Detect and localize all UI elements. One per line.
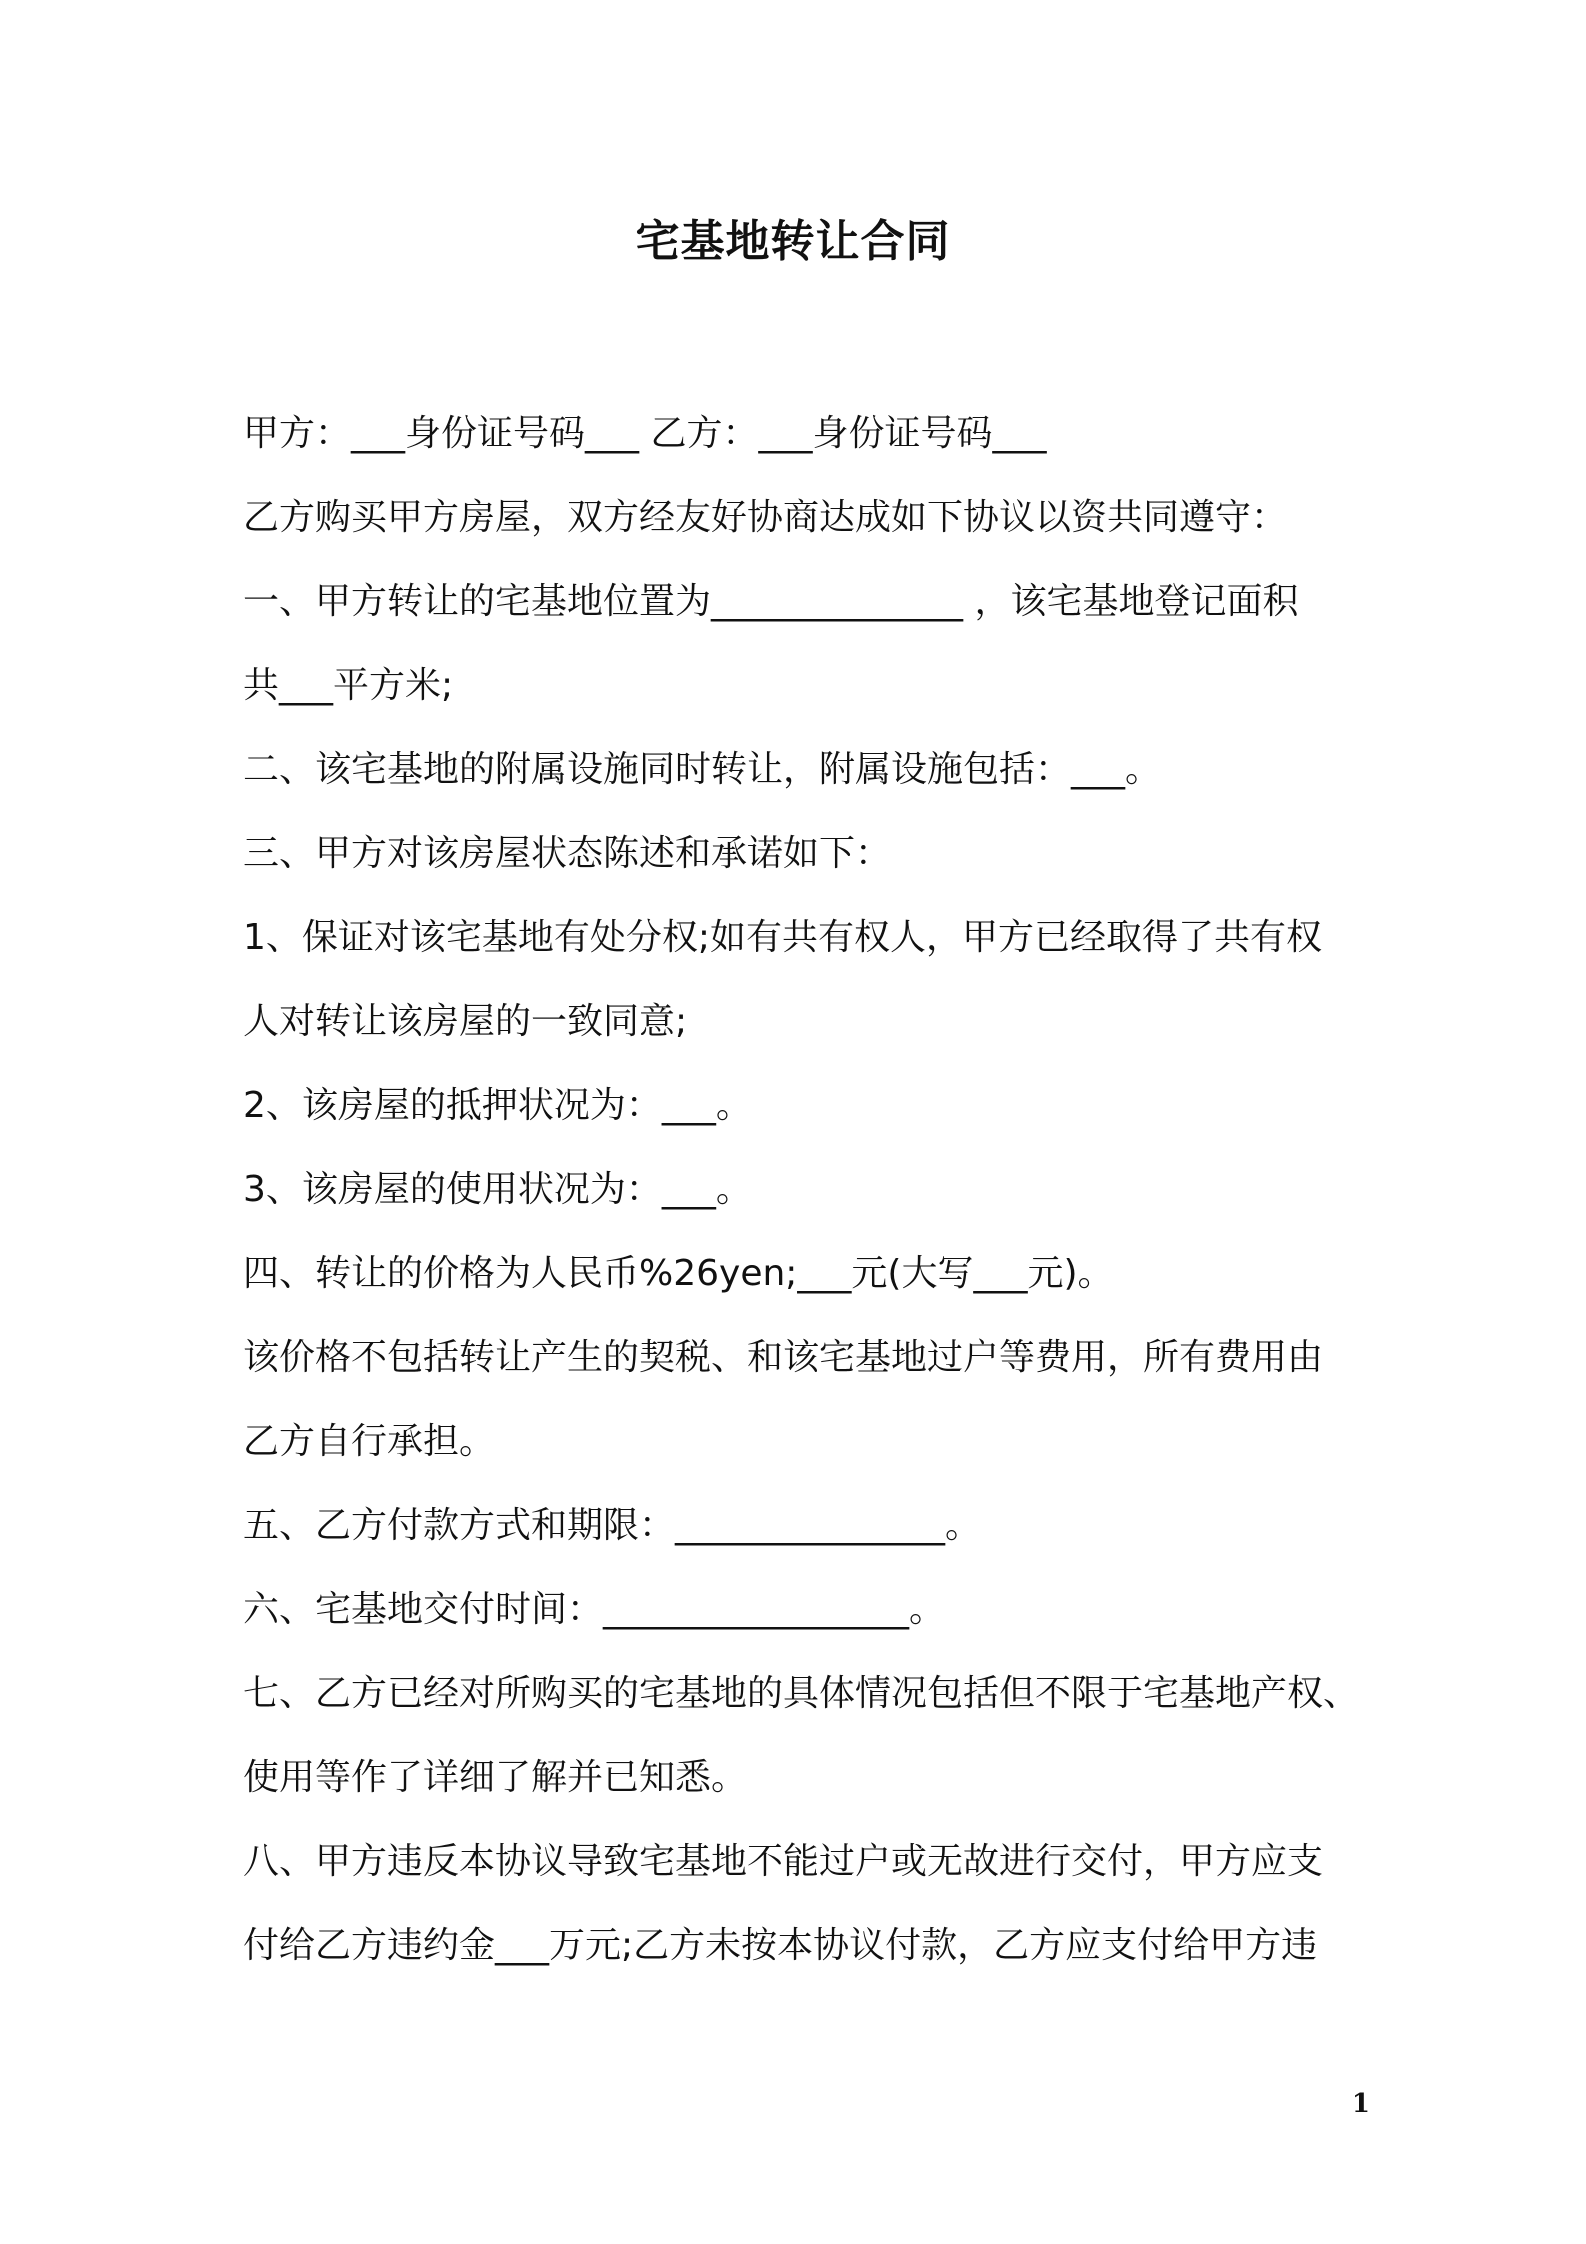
clause-2-line: 二、该宅基地的附属设施同时转让，附属设施包括：___。: [243, 749, 1162, 790]
document-title: 宅基地转让合同: [635, 216, 951, 267]
clause-7-line-1: 七、乙方已经对所购买的宅基地的具体情况包括但不限于宅基地产权、: [243, 1673, 1360, 1714]
clause-6-line: 六、宅基地交付时间：_________________。: [243, 1589, 946, 1630]
clause-7-line-2: 使用等作了详细了解并已知悉。: [243, 1757, 748, 1798]
page-number: 1: [1351, 2089, 1370, 2119]
clause-4-line: 四、转让的价格为人民币%26yen;___元(大写___元)。: [243, 1253, 1114, 1294]
clause-4-note-line-1: 该价格不包括转让产生的契税、和该宅基地过户等费用，所有费用由: [243, 1337, 1324, 1378]
clause-3-heading: 三、甲方对该房屋状态陈述和承诺如下：: [243, 833, 892, 874]
clause-1-line-2: 共___平方米;: [243, 665, 454, 706]
clause-1-line-1: 一、甲方转让的宅基地位置为______________ ，该宅基地登记面积: [243, 581, 1299, 622]
clause-8-line-2: 付给乙方违约金___万元;乙方未按本协议付款，乙方应支付给甲方违: [243, 1925, 1318, 1966]
clause-3-item-1-line-1: 1、保证对该宅基地有处分权;如有共有权人，甲方已经取得了共有权: [243, 917, 1323, 958]
preamble-line: 乙方购买甲方房屋，双方经友好协商达成如下协议以资共同遵守：: [243, 497, 1288, 538]
clause-4-note-line-2: 乙方自行承担。: [243, 1421, 496, 1462]
clause-3-item-2: 2、该房屋的抵押状况为：___。: [243, 1085, 752, 1126]
clause-3-item-3: 3、该房屋的使用状况为：___。: [243, 1169, 752, 1210]
clause-3-item-1-line-2: 人对转让该房屋的一致同意;: [243, 1001, 688, 1042]
contract-body: [243, 404, 1373, 2000]
party-info-line: 甲方：___身份证号码___ 乙方：___身份证号码___: [243, 413, 1047, 454]
clause-5-line: 五、乙方付款方式和期限：_______________。: [243, 1505, 982, 1546]
clause-8-line-1: 八、甲方违反本协议导致宅基地不能过户或无故进行交付，甲方应支: [243, 1841, 1324, 1882]
